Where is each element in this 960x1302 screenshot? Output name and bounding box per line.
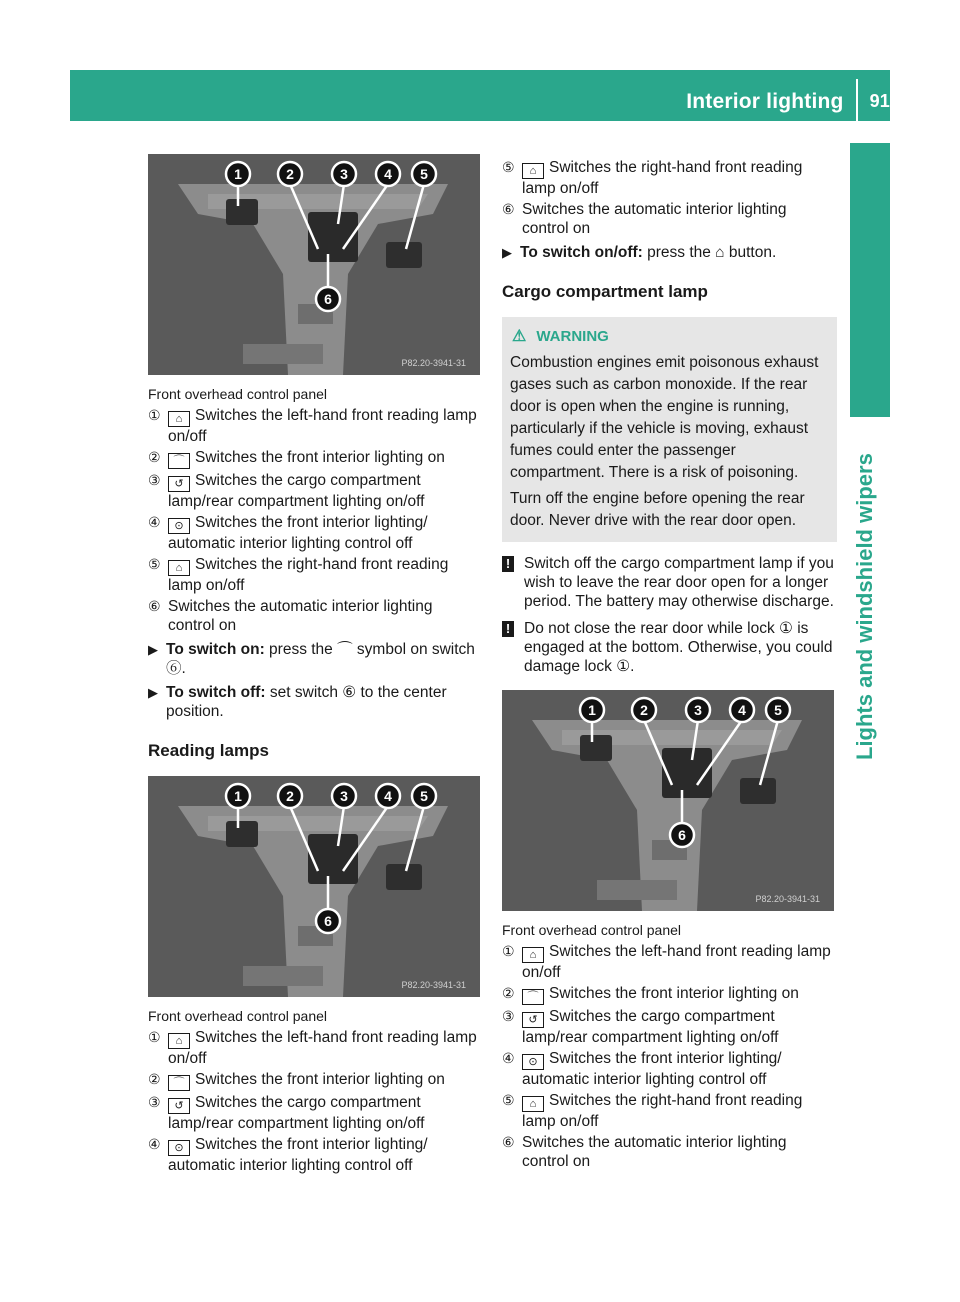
legend-number: ② — [502, 985, 515, 1001]
step-text: press the ⌂ button. — [647, 244, 777, 261]
page-number: 91 — [869, 90, 890, 111]
legend-item — [148, 1070, 483, 1091]
legend-text-wrap — [522, 1007, 837, 1047]
legend-text-wrap — [522, 1133, 837, 1171]
callout-1: 1 — [234, 166, 242, 182]
overhead-panel-photo — [148, 154, 480, 375]
instruction-step — [148, 640, 483, 678]
switch-symbol-icon: ⌂ — [522, 163, 544, 179]
notice-exclamation-icon: ! — [502, 619, 524, 676]
legend-text: Switches the automatic interior lighting control on — [522, 201, 787, 237]
overhead-panel-illustration — [148, 154, 480, 375]
photo-code: P82.20-3941-31 — [401, 358, 466, 368]
legend-text-wrap — [168, 406, 483, 446]
legend-text: Switches the right-hand front reading lamp on/off — [522, 159, 803, 197]
legend-item — [148, 597, 483, 635]
legend-item — [148, 1135, 483, 1175]
legend-text: Switches the left-hand front reading lamp on/off — [522, 943, 831, 981]
legend-number: ① — [148, 1029, 161, 1045]
overhead-panel-illustration — [502, 690, 834, 911]
callout-5: 5 — [774, 702, 782, 718]
legend-number: ④ — [148, 514, 161, 530]
chapter-label-text: Lights and windshield wipers — [852, 453, 877, 760]
switch-symbol-icon: ⌂ — [168, 1033, 190, 1049]
legend-number: ① — [148, 407, 161, 423]
warning-title-text: WARNING — [536, 328, 609, 345]
switch-symbol-icon: ⌂ — [168, 560, 190, 576]
legend-text-wrap — [168, 555, 483, 595]
photo-caption: Front overhead control panel — [148, 386, 327, 402]
photo-slot-2 — [148, 776, 483, 997]
switch-symbol-icon: ⌂ — [522, 947, 544, 963]
legend-text: Switches the left-hand front reading lamp on/off — [168, 1029, 477, 1067]
legend-text-wrap — [168, 471, 483, 511]
header-divider — [856, 79, 858, 123]
legend-text: Switches the right-hand front reading lamp on/off — [522, 1092, 803, 1130]
legend-number: ③ — [502, 1008, 515, 1024]
legend-number: ⑤ — [502, 159, 515, 175]
callout-4: 4 — [384, 166, 392, 182]
legend-text-wrap — [522, 984, 837, 1005]
legend-number: ⑥ — [148, 598, 161, 614]
legend-text: Switches the automatic interior lighting control on — [168, 598, 433, 634]
header — [686, 86, 890, 116]
legend-item — [148, 555, 483, 595]
instruction-step — [148, 683, 483, 721]
legend-text: Switches the front interior lighting on — [195, 449, 445, 466]
switch-symbol-icon: ↺ — [168, 1098, 190, 1114]
legend-number: ④ — [148, 1136, 161, 1152]
warning-triangle-icon: ⚠ — [512, 328, 527, 345]
overhead-panel-illustration — [148, 776, 480, 997]
legend-text-wrap — [168, 1028, 483, 1068]
callout-5: 5 — [420, 788, 428, 804]
legend-text: Switches the cargo compartment lamp/rear compartment lighting on/off — [522, 1008, 779, 1046]
legend-item — [502, 942, 837, 982]
legend-number: ③ — [148, 1094, 161, 1110]
legend-list — [502, 158, 837, 238]
callout-1: 1 — [588, 702, 596, 718]
overhead-panel-photo — [148, 776, 480, 997]
legend-number: ③ — [148, 472, 161, 488]
legend-item — [502, 158, 837, 198]
legend-text-wrap — [522, 1091, 837, 1131]
overhead-panel-photo — [502, 690, 834, 911]
legend-text: Switches the front interior lighting on — [549, 985, 799, 1002]
step-arrow-icon: ▶ — [148, 685, 158, 700]
callout-2: 2 — [286, 788, 294, 804]
legend-item — [148, 1028, 483, 1068]
step-arrow-icon: ▶ — [502, 245, 512, 260]
legend-number: ⑤ — [148, 556, 161, 572]
right-column — [502, 156, 837, 1171]
section-heading: Reading lamps — [148, 741, 269, 760]
legend-number: ⑥ — [502, 201, 515, 217]
callout-1: 1 — [234, 788, 242, 804]
legend-number: ② — [148, 449, 161, 465]
legend-text-wrap — [168, 1135, 483, 1175]
legend-list — [148, 1028, 483, 1175]
legend-item — [148, 448, 483, 469]
legend-item — [502, 200, 837, 238]
switch-symbol-icon: ⊙ — [168, 518, 190, 534]
legend-item — [148, 406, 483, 446]
callout-6: 6 — [678, 827, 686, 843]
legend-number: ⑥ — [502, 1134, 515, 1150]
callout-3: 3 — [694, 702, 702, 718]
legend-text-wrap — [168, 1093, 483, 1133]
legend-text: Switches the front interior lighting/ automatic interior lighting control off — [522, 1050, 782, 1088]
legend-text-wrap — [168, 513, 483, 553]
legend-text: Switches the left-hand front reading lamp on/off — [168, 407, 477, 445]
legend-text: Switches the right-hand front reading lamp on/off — [168, 556, 449, 594]
notice — [502, 554, 837, 611]
legend-list — [502, 942, 837, 1171]
legend-text-wrap — [522, 942, 837, 982]
callout-4: 4 — [384, 788, 392, 804]
switch-symbol-icon: ⌂ — [168, 411, 190, 427]
switch-symbol-icon: ⌒ — [522, 989, 544, 1005]
legend-item — [502, 1133, 837, 1171]
legend-number: ④ — [502, 1050, 515, 1066]
callout-6: 6 — [324, 913, 332, 929]
legend-number: ⑤ — [502, 1092, 515, 1108]
step-text: set switch ⑥ to the center position. — [166, 684, 447, 720]
switch-symbol-icon: ⌂ — [522, 1096, 544, 1112]
legend-text: Switches the cargo compartment lamp/rear compartment lighting on/off — [168, 472, 425, 510]
step-label: To switch off: — [166, 684, 266, 701]
step-label: To switch on/off: — [520, 244, 643, 261]
callout-3: 3 — [340, 788, 348, 804]
legend-text: Switches the cargo compartment lamp/rear compartment lighting on/off — [168, 1094, 425, 1132]
step-label: To switch on: — [166, 641, 265, 658]
notice-text: Switch off the cargo compartment lamp if you wish to leave the rear door open for a longer period. The battery may otherwise discharge. — [524, 555, 834, 610]
callout-2: 2 — [286, 166, 294, 182]
photo-caption: Front overhead control panel — [148, 1008, 327, 1024]
legend-text: Switches the automatic interior lighting control on — [522, 1134, 787, 1170]
legend-text-wrap — [522, 1049, 837, 1089]
warning-box — [502, 317, 837, 542]
switch-symbol-icon: ⊙ — [522, 1054, 544, 1070]
switch-symbol-icon: ⊙ — [168, 1140, 190, 1156]
callout-5: 5 — [420, 166, 428, 182]
legend-number: ② — [148, 1071, 161, 1087]
legend-text-wrap — [522, 200, 837, 238]
photo-code: P82.20-3941-31 — [755, 894, 820, 904]
legend-number: ① — [502, 943, 515, 959]
warning-title — [510, 327, 827, 346]
section-heading: Cargo compartment lamp — [502, 282, 708, 301]
warning-paragraph: Combustion engines emit poisonous exhaust gases such as carbon monoxide. If the rear door is open when the engine is running, particularly if the vehicle is moving, exhaust fumes could enter the passenger compartment. There is a risk of poisoning. — [510, 354, 819, 481]
legend-text: Switches the front interior lighting/ automatic interior lighting control off — [168, 1136, 428, 1174]
legend-text-wrap — [168, 1070, 483, 1091]
legend-text: Switches the front interior lighting on — [195, 1071, 445, 1088]
page-title: Interior lighting — [686, 89, 844, 113]
photo-code: P82.20-3941-31 — [401, 980, 466, 990]
photo-slot-1 — [148, 154, 483, 375]
callout-2: 2 — [640, 702, 648, 718]
notice — [502, 619, 837, 676]
photo-slot-3 — [502, 690, 837, 911]
warning-paragraph: Turn off the engine before opening the rear door. Never drive with the rear door open. — [510, 490, 805, 529]
legend-item — [502, 984, 837, 1005]
legend-item — [502, 1007, 837, 1047]
photo-caption: Front overhead control panel — [502, 922, 681, 938]
switch-symbol-icon: ⌒ — [168, 1075, 190, 1091]
switch-symbol-icon: ⌒ — [168, 453, 190, 469]
legend-item — [502, 1091, 837, 1131]
step-arrow-icon: ▶ — [148, 642, 158, 657]
legend-item — [148, 471, 483, 511]
instruction-step — [502, 243, 837, 262]
chapter-tab — [850, 143, 890, 417]
legend-text-wrap — [168, 597, 483, 635]
notice-text: Do not close the rear door while lock ① is engaged at the bottom. Otherwise, you could damage lock ①. — [524, 620, 833, 675]
legend-item — [502, 1049, 837, 1089]
step-text: press the ⌒ symbol on switch ⑥. — [166, 641, 475, 677]
legend-text: Switches the front interior lighting/ automatic interior lighting control off — [168, 514, 428, 552]
legend-text-wrap — [168, 448, 483, 469]
switch-symbol-icon: ↺ — [522, 1012, 544, 1028]
legend-item — [148, 513, 483, 553]
left-column — [148, 154, 483, 1175]
callout-6: 6 — [324, 291, 332, 307]
callout-3: 3 — [340, 166, 348, 182]
legend-list — [148, 406, 483, 635]
switch-symbol-icon: ↺ — [168, 476, 190, 492]
legend-text-wrap — [522, 158, 837, 198]
notice-exclamation-icon: ! — [502, 554, 524, 611]
legend-item — [148, 1093, 483, 1133]
callout-4: 4 — [738, 702, 746, 718]
